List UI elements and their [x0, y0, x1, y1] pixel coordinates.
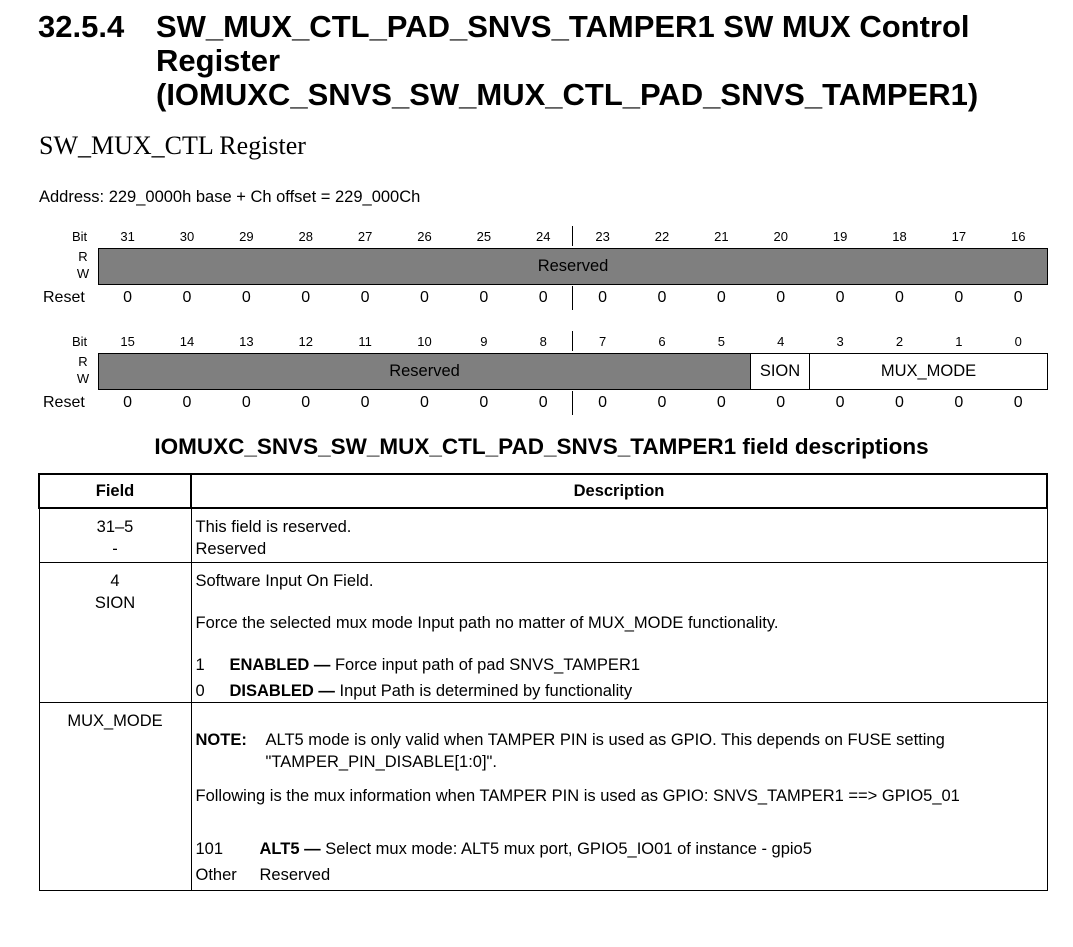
reset-value: 0: [301, 289, 311, 306]
bit-number: 4: [777, 334, 785, 349]
reset-value: 0: [657, 394, 667, 411]
bit-number: 31: [120, 229, 135, 244]
bit-number: 30: [179, 229, 195, 244]
reset-value: 0: [716, 394, 726, 411]
table-row: [39, 508, 1047, 562]
description-text: Following is the mux information when TAMPER PIN is used as GPIO: SNVS_TAMPER1 ==> GPIO5_01: [195, 786, 960, 805]
header-description: Description: [191, 474, 1047, 508]
enum-name: ALT5 —: [259, 839, 321, 858]
bit-number: 5: [717, 334, 725, 349]
enum-name: DISABLED —: [229, 681, 335, 700]
reset-value: 0: [182, 289, 192, 306]
reset-value: 0: [123, 394, 133, 411]
enum-key: 101: [195, 839, 224, 858]
bit-number: 28: [298, 229, 313, 244]
enum-key: Other: [195, 865, 237, 884]
enum-key: 1: [195, 655, 205, 674]
bit-number: 10: [417, 334, 432, 349]
reset-value: 0: [182, 394, 192, 411]
bit-number: 17: [951, 229, 967, 244]
reset-value: 0: [835, 394, 845, 411]
enum-name: ENABLED —: [229, 655, 331, 674]
section-title-line: (IOMUXC_SNVS_SW_MUX_CTL_PAD_SNVS_TAMPER1): [156, 77, 979, 112]
reset-label: Reset: [43, 289, 85, 306]
reset-value: 0: [420, 289, 429, 306]
reset-value: 0: [895, 289, 904, 306]
bit-number: 13: [239, 334, 254, 349]
enum-text: Select mux mode: ALT5 mux port, GPIO5_IO01 of instance - gpio5: [325, 839, 812, 858]
reset-value: 0: [776, 289, 786, 306]
section-title-line: Register: [156, 43, 281, 78]
field-cell: [39, 508, 191, 562]
table-row: [39, 702, 1047, 890]
bit-number: 3: [836, 334, 844, 349]
reset-value: 0: [123, 289, 133, 306]
bit-number: 19: [832, 229, 848, 244]
note-label: NOTE:: [195, 730, 247, 749]
enum-entry: [196, 864, 1047, 886]
bit-number: 11: [358, 334, 372, 349]
note-block: [196, 729, 1047, 773]
bit-number: 6: [658, 334, 666, 349]
enum-entry: [196, 680, 1047, 702]
note-text: "TAMPER_PIN_DISABLE[1:0]".: [265, 752, 497, 771]
mux-mode-field: MUX_MODE: [809, 353, 1048, 390]
field-descriptions-table: [38, 473, 1048, 891]
section-number: 32.5.4: [38, 9, 125, 44]
write-label: W: [76, 371, 90, 386]
reset-value: 0: [657, 289, 667, 306]
bit-number: 8: [539, 334, 547, 349]
field-name: MUX_MODE: [67, 711, 163, 730]
bit-number: 2: [895, 334, 904, 349]
bit-label: Bit: [72, 229, 88, 244]
bit-number: 26: [417, 229, 432, 244]
reserved-field: Reserved: [98, 353, 751, 390]
reset-value: 0: [716, 289, 726, 306]
bit-number: 23: [595, 229, 610, 244]
enum-text: Force input path of pad SNVS_TAMPER1: [334, 655, 641, 674]
bit-label: Bit: [72, 334, 88, 349]
register-subtitle: SW_MUX_CTL Register: [39, 131, 306, 160]
write-label: W: [76, 266, 90, 281]
reset-value: 0: [538, 289, 548, 306]
reset-value: 0: [360, 289, 370, 306]
description-cell: [191, 702, 1047, 890]
reset-value: 0: [954, 394, 964, 411]
register-address: Address: 229_0000h base + Ch offset = 229_000Ch: [39, 188, 421, 206]
bit-number: 21: [714, 229, 729, 244]
field-bits: 4: [110, 571, 120, 590]
enum-text: Reserved: [259, 865, 331, 884]
bit-number: 20: [773, 229, 788, 244]
bit-number: 24: [535, 229, 551, 244]
bit-number: 12: [298, 334, 313, 349]
reset-value: 0: [835, 289, 845, 306]
section-title-line: SW_MUX_CTL_PAD_SNVS_TAMPER1 SW MUX Control: [156, 9, 970, 44]
table-row: [39, 562, 1047, 702]
description-cell: [191, 562, 1047, 702]
reset-value: 0: [360, 394, 370, 411]
reset-value: 0: [1013, 394, 1023, 411]
reset-value: 0: [954, 289, 964, 306]
field-bits: 31–5: [96, 518, 134, 536]
field-cell: [39, 702, 191, 890]
section-title: [156, 10, 1056, 112]
bit-number: 7: [598, 334, 607, 349]
reset-value: 0: [598, 289, 608, 306]
description-text: Reserved: [195, 540, 267, 558]
bit-number: 0: [1014, 334, 1022, 349]
field-descriptions-title: IOMUXC_SNVS_SW_MUX_CTL_PAD_SNVS_TAMPER1 field descriptions: [154, 434, 929, 459]
register-diagram-upper: [38, 226, 1048, 326]
field-name: -: [112, 540, 118, 558]
reset-value: 0: [598, 394, 608, 411]
register-diagram-lower: [38, 331, 1048, 431]
bit-number: 9: [480, 334, 488, 349]
bit-number: 14: [179, 334, 195, 349]
description-cell: [191, 508, 1047, 562]
header-field: Field: [39, 474, 191, 508]
reset-label: Reset: [43, 394, 85, 411]
bit-number: 15: [120, 334, 135, 349]
bit-number: 22: [654, 229, 670, 244]
reset-value: 0: [241, 394, 251, 411]
read-label: R: [78, 249, 88, 264]
reset-value: 0: [538, 394, 548, 411]
bit-number: 16: [1010, 229, 1026, 244]
enum-entry: [196, 838, 1047, 860]
field-name: SION: [94, 593, 136, 612]
bit-number: 25: [476, 229, 492, 244]
sion-field: SION: [750, 353, 810, 390]
reset-value: 0: [241, 289, 251, 306]
reserved-field: Reserved: [98, 248, 1048, 285]
enum-entry: [196, 654, 1047, 676]
field-cell: [39, 562, 191, 702]
reset-value: 0: [420, 394, 429, 411]
bit-number: 18: [892, 229, 907, 244]
reset-value: 0: [479, 289, 489, 306]
description-text: This field is reserved.: [195, 518, 352, 536]
reset-value: 0: [776, 394, 786, 411]
read-label: R: [78, 354, 88, 369]
bit-number: 1: [955, 334, 963, 349]
enum-key: 0: [195, 681, 205, 700]
description-text: Force the selected mux mode Input path no matter of MUX_MODE functionality.: [195, 613, 779, 632]
reset-value: 0: [301, 394, 311, 411]
reset-value: 0: [1013, 289, 1023, 306]
note-text: ALT5 mode is only valid when TAMPER PIN is used as GPIO. This depends on FUSE setting: [265, 730, 945, 749]
description-text: Software Input On Field.: [195, 571, 374, 590]
enum-text: Input Path is determined by functionality: [339, 681, 633, 700]
bit-number: 27: [357, 229, 373, 244]
reset-value: 0: [895, 394, 904, 411]
table-header-row: [39, 474, 1047, 508]
reset-value: 0: [479, 394, 489, 411]
bit-number: 29: [239, 229, 254, 244]
